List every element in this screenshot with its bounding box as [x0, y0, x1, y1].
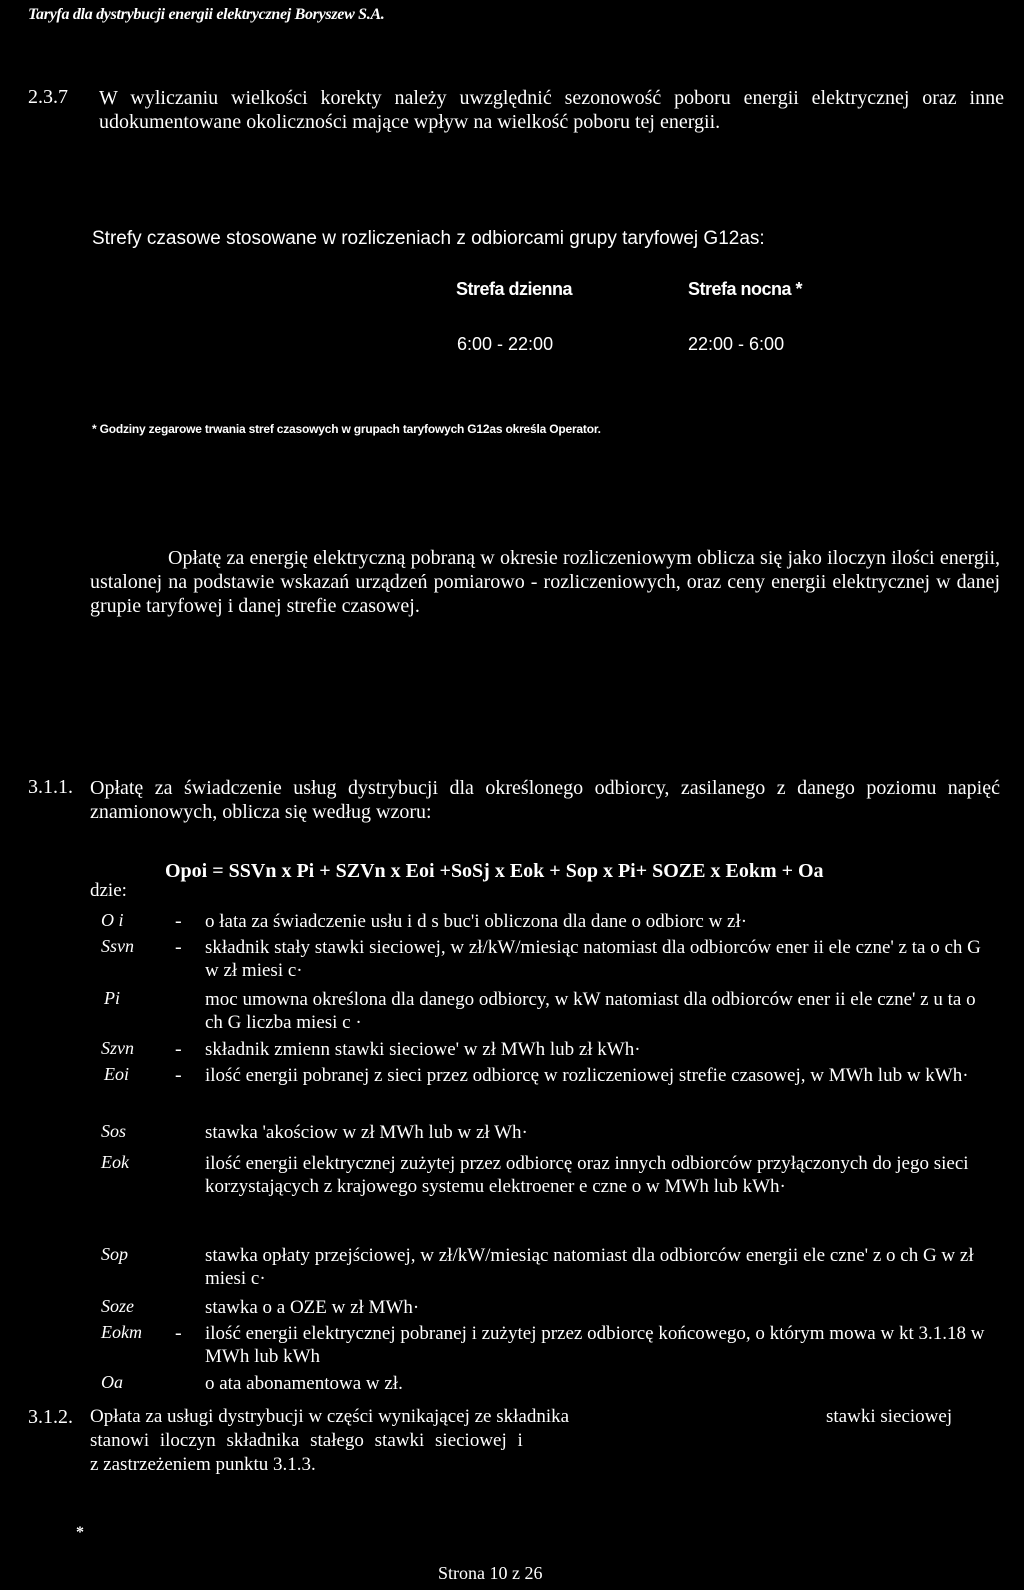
- distribution-fee-formula: Opoi = SSVn x Pi + SZVn x Eoi +SoSj x Eok + Sop x Pi+ SOZE x Eokm + Oa: [165, 860, 824, 882]
- definition-text: ilość energii pobranej z sieci przez odbiorcę w rozliczeniowej strefie czasowej, w MWh lub w kWh·: [205, 1065, 969, 1086]
- definition-dash: -: [175, 1322, 182, 1344]
- definition-text: stawka 'akościow w zł MWh lub w zł Wh·: [205, 1122, 528, 1143]
- document-header: Taryfa dla dystrybucji energii elektrycznej Boryszew S.A.: [28, 6, 385, 23]
- definition-text: składnik zmienn stawki sieciowe' w zł MWh lub zł kWh·: [205, 1039, 641, 1060]
- definition-text: moc umowna określona dla danego odbiorcy, w kW natomiast dla odbiorców ener ii ele czne' z u ta o ch G liczba miesi c ·: [205, 989, 976, 1033]
- day-zone-hours: 6:00 - 22:00: [457, 334, 554, 354]
- zones-footnote: * Godziny zegarowe trwania stref czasowych w grupach taryfowych G12as określa Operator.: [92, 422, 601, 436]
- definition-symbol: Eok: [101, 1152, 129, 1172]
- definition-dash: -: [175, 1064, 182, 1086]
- definition-text: o ata abonamentowa w zł.: [205, 1373, 403, 1394]
- definition-text: ilość energii elektrycznej pobranej i zużytej przez odbiorcę końcowego, o którym mowa w kt 3.1.18 w MWh lub kWh: [205, 1323, 985, 1367]
- definition-symbol: Eoi: [104, 1064, 129, 1084]
- section-number-2-3-7: 2.3.7: [28, 86, 68, 108]
- definition-symbol: O i: [101, 910, 124, 930]
- footer-mark: *: [76, 1524, 84, 1541]
- zones-intro: Strefy czasowe stosowane w rozliczeniach z odbiorcami grupy taryfowej G12as:: [92, 228, 765, 249]
- definition-text: stawka o a OZE w zł MWh·: [205, 1297, 420, 1318]
- section-number-3-1-1: 3.1.1.: [28, 776, 73, 798]
- definition-symbol: Ssvn: [101, 936, 134, 956]
- definition-text: składnik stały stawki sieciowej, w zł/kW/miesiąc natomiast dla odbiorców ener ii ele czne' z ta o ch G w zł miesi c·: [205, 937, 981, 981]
- definition-symbol: Pi: [104, 988, 120, 1008]
- night-zone-hours: 22:00 - 6:00: [688, 334, 785, 354]
- section-text-2-3-7: W wyliczaniu wielkości korekty należy uwzględnić sezonowość poboru energii elektrycznej oraz inne udokumentowane okoliczności mające wpływ na wielkość poboru tej energii.: [99, 87, 1004, 133]
- energy-fee-text: Opłatę za energię elektryczną pobraną w okresie rozliczeniowym oblicza się jako iloczyn ilości energii, ustalonej na podstawie wskazań urządzeń pomiarowo - rozliczeniowych, oraz ceny energii elektrycznej w danej grupie taryfowej i danej strefie czasowej.: [90, 547, 1000, 617]
- definition-dash: -: [175, 936, 182, 958]
- section-text-3-1-2-line1: Opłata za usługi dystrybucji w części wynikającej ze składnika: [90, 1406, 570, 1427]
- definition-text: o łata za świadczenie usłu i d s buc'i obliczona dla dane o odbiorc w zł·: [205, 911, 748, 932]
- definition-text: ilość energii elektrycznej zużytej przez odbiorcę oraz innych odbiorców przyłączonych do jego sieci korzystających z krajowego systemu elektroener e czne o w MWh lub kWh·: [205, 1153, 969, 1197]
- night-zone-label: Strefa nocna *: [688, 279, 803, 299]
- section-text-3-1-1: Opłatę za świadczenie usług dystrybucji dla określonego odbiorcy, zasilanego z danego poziomu napięć znamionowych, oblicza się według wzoru:: [90, 777, 1000, 823]
- where-label: dzie:: [90, 880, 127, 901]
- definition-symbol: Oa: [101, 1372, 123, 1392]
- section-number-3-1-2: 3.1.2.: [28, 1406, 73, 1428]
- section-text-3-1-2-line3: z zastrzeżeniem punktu 3.1.3.: [90, 1454, 316, 1475]
- section-text-3-1-2-line2: stanowi iloczyn składnika stałego stawki sieciowej i: [90, 1430, 523, 1451]
- page-number: Strona 10 z 26: [438, 1563, 543, 1583]
- definition-symbol: Sop: [101, 1244, 128, 1264]
- definition-symbol: Eokm: [101, 1322, 142, 1342]
- day-zone-label: Strefa dzienna: [456, 279, 573, 299]
- definition-text: stawka opłaty przejściowej, w zł/kW/miesiąc natomiast dla odbiorców energii ele czne' z o ch G w zł miesi c·: [205, 1245, 974, 1289]
- definition-symbol: Soze: [101, 1296, 134, 1316]
- definition-symbol: Sos: [101, 1121, 127, 1141]
- definition-symbol: Szvn: [101, 1038, 134, 1058]
- definition-dash: -: [175, 910, 182, 932]
- section-text-3-1-2-line1-end: stawki sieciowej: [826, 1406, 953, 1427]
- definition-dash: -: [175, 1038, 182, 1060]
